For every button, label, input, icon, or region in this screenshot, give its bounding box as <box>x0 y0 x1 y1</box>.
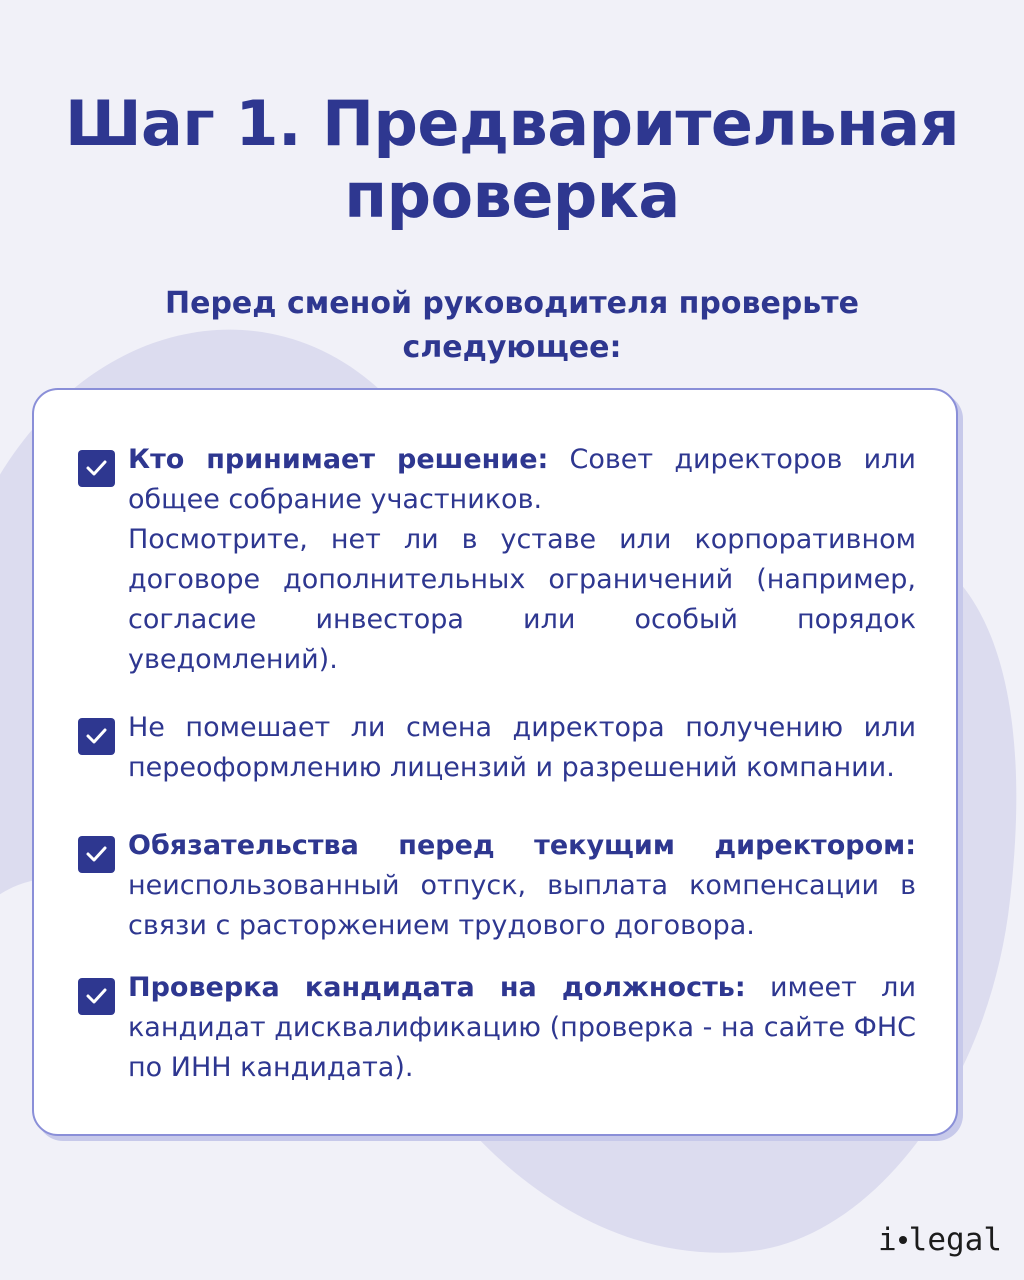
checklist-item-decision-maker <box>78 440 916 680</box>
title-line-1: Шаг 1. Предварительная <box>64 87 960 160</box>
item-bold-label: Обязательства перед текущим директором: <box>128 830 916 861</box>
checkbox-checked-icon <box>78 836 115 873</box>
item-description: имеет ли кандидат дисквалификацию (проверка - на сайте ФНС по ИНН кандидата). <box>128 972 916 1083</box>
checklist-item-candidate-check <box>78 968 916 1088</box>
brand-logo <box>878 1222 1002 1258</box>
checklist-item-text <box>128 826 916 946</box>
checklist-item-licenses <box>78 708 916 788</box>
checklist-item-text <box>128 440 916 680</box>
logo-text-right: legal <box>908 1222 1002 1258</box>
item-extra-note: Посмотрите, нет ли в уставе или корпоративном договоре дополнительных ограничений (например, согласие инвестора или особый порядок уведомлений). <box>128 524 916 675</box>
logo-dot-icon <box>899 1236 907 1244</box>
subtitle-line-2: следующее: <box>402 330 622 365</box>
checkbox-checked-icon <box>78 978 115 1015</box>
checklist-card <box>32 388 958 1136</box>
checklist-item-text <box>128 968 916 1088</box>
logo-text-left: i <box>878 1222 897 1258</box>
checklist-item-text <box>128 708 916 788</box>
page-title <box>0 88 1024 232</box>
subtitle-line-1: Перед сменой руководителя проверьте <box>165 286 859 321</box>
title-line-2: проверка <box>344 159 680 232</box>
checkbox-checked-icon <box>78 718 115 755</box>
page-subtitle <box>140 282 884 370</box>
item-description: неиспользованный отпуск, выплата компенсации в связи с расторжением трудового договора. <box>128 870 916 941</box>
item-description: Совет директоров или общее собрание участников. <box>128 444 916 515</box>
item-bold-label: Кто принимает решение: <box>128 444 549 475</box>
item-description: Не помешает ли смена директора получению или переоформлению лицензий и разрешений компании. <box>128 712 916 783</box>
item-bold-label: Проверка кандидата на должность: <box>128 972 746 1003</box>
checklist-item-obligations <box>78 826 916 946</box>
checkbox-checked-icon <box>78 450 115 487</box>
